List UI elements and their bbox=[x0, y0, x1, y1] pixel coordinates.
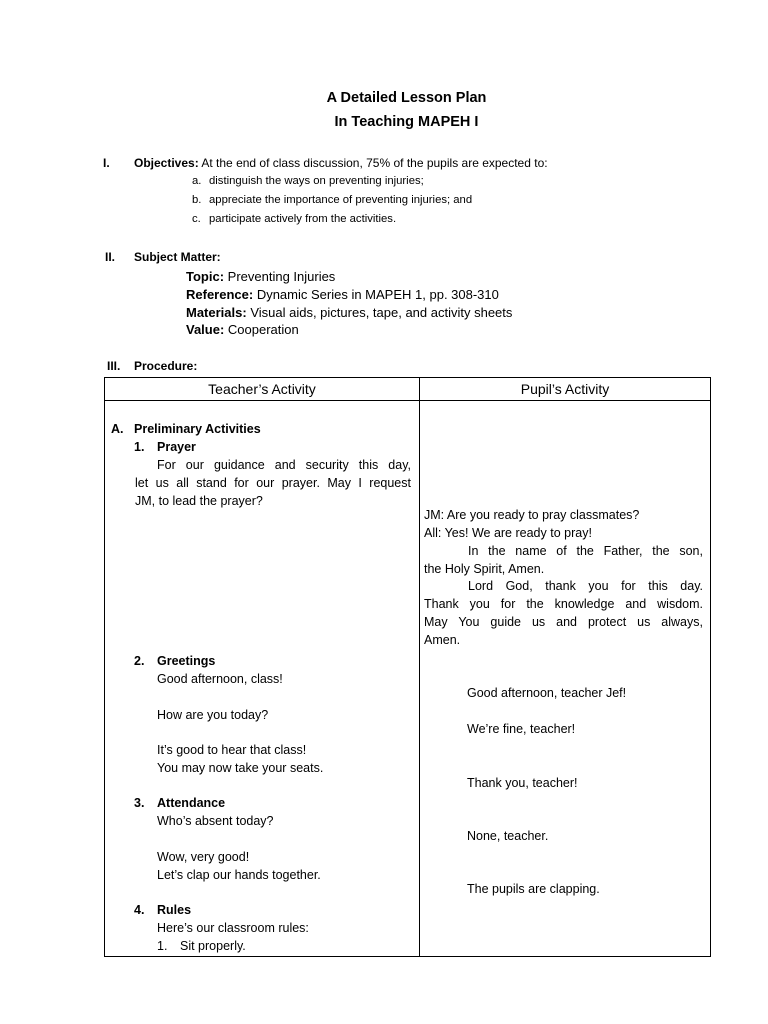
column-header-teacher: Teacher’s Activity bbox=[105, 378, 420, 401]
page-title: A Detailed Lesson Plan bbox=[326, 90, 487, 106]
prayer-pupil-line: Lord God, thank you for this day. bbox=[468, 579, 703, 593]
attendance-teacher-line: Wow, very good! bbox=[157, 850, 250, 864]
prayer-teacher-text: For our guidance and security this day, bbox=[157, 458, 411, 472]
subject-field-reference bbox=[186, 287, 499, 302]
attendance-pupil-line: The pupils are clapping. bbox=[467, 882, 600, 896]
item-number: 3. bbox=[134, 796, 145, 810]
objectives-label: Objectives: bbox=[134, 156, 199, 170]
item-title-rules: Rules bbox=[157, 903, 192, 917]
subject-field-topic bbox=[186, 269, 335, 284]
objective-letter: a. bbox=[192, 175, 202, 187]
field-value: Visual aids, pictures, tape, and activity sheets bbox=[246, 305, 513, 320]
field-label: Topic: bbox=[186, 269, 225, 284]
greetings-teacher-line: Good afternoon, class! bbox=[157, 672, 283, 686]
prayer-pupil-line: In the name of the Father, the son, bbox=[468, 544, 703, 558]
prayer-pupil-line: All: Yes! We are ready to pray! bbox=[424, 526, 592, 540]
table-body-row bbox=[105, 401, 711, 957]
section-numeral-procedure: III. bbox=[107, 359, 121, 373]
prayer-teacher-line: let us all stand for our prayer. May I request bbox=[135, 476, 411, 490]
objective-letter: c. bbox=[192, 213, 201, 225]
rule-text: Sit properly. bbox=[180, 939, 246, 953]
objective-letter: b. bbox=[192, 194, 202, 206]
greetings-pupil-line: Good afternoon, teacher Jef! bbox=[467, 686, 627, 700]
item-title-attendance: Attendance bbox=[157, 796, 226, 810]
greetings-pupil-line: We’re fine, teacher! bbox=[467, 722, 576, 736]
prayer-teacher-line bbox=[157, 458, 411, 472]
section-a-title: Preliminary Activities bbox=[134, 422, 261, 436]
page-subtitle: In Teaching MAPEH I bbox=[334, 114, 479, 130]
section-numeral-subject: II. bbox=[105, 250, 116, 264]
prayer-teacher-line: JM, to lead the prayer? bbox=[135, 494, 263, 508]
objectives-intro: At the end of class discussion, 75% of the pupils are expected to: bbox=[198, 156, 548, 170]
greetings-teacher-line: How are you today? bbox=[157, 708, 269, 722]
table-header-row bbox=[105, 378, 711, 401]
rules-teacher-line: Here’s our classroom rules: bbox=[157, 921, 309, 935]
objective-text: appreciate the importance of preventing injuries; and bbox=[209, 194, 473, 206]
field-label: Value: bbox=[186, 322, 225, 337]
objective-text: participate actively from the activities. bbox=[209, 213, 397, 225]
pupil-activity-cell bbox=[420, 401, 711, 957]
item-number: 1. bbox=[134, 440, 145, 454]
rule-number: 1. bbox=[157, 939, 168, 953]
item-title-greetings: Greetings bbox=[157, 654, 216, 668]
item-title-prayer: Prayer bbox=[157, 440, 196, 454]
field-value: Dynamic Series in MAPEH 1, pp. 308-310 bbox=[253, 287, 499, 302]
section-numeral-objectives: I. bbox=[103, 156, 110, 170]
attendance-pupil-line: None, teacher. bbox=[467, 829, 549, 843]
field-label: Reference: bbox=[186, 287, 254, 302]
subject-matter-heading: Subject Matter: bbox=[134, 250, 221, 264]
subject-field-value bbox=[186, 322, 299, 337]
teacher-activity-cell bbox=[105, 401, 420, 957]
attendance-teacher-line: Who’s absent today? bbox=[157, 814, 274, 828]
prayer-pupil-line: Thank you for the knowledge and wisdom. bbox=[424, 597, 703, 611]
prayer-pupil-line: the Holy Spirit, Amen. bbox=[424, 562, 545, 576]
column-header-pupil: Pupil’s Activity bbox=[420, 378, 711, 401]
objectives-heading bbox=[134, 156, 548, 170]
procedure-heading: Procedure: bbox=[134, 359, 198, 373]
attendance-teacher-line: Let’s clap our hands together. bbox=[157, 868, 321, 882]
subject-field-materials bbox=[186, 305, 512, 320]
greetings-pupil-line: Thank you, teacher! bbox=[467, 776, 578, 790]
item-number: 4. bbox=[134, 903, 145, 917]
prayer-pupil-line: May You guide us and protect us always, bbox=[424, 615, 703, 629]
section-a-letter: A. bbox=[111, 422, 124, 436]
objective-text: distinguish the ways on preventing injuries; bbox=[209, 175, 424, 187]
procedure-table bbox=[104, 377, 711, 957]
greetings-teacher-line: It’s good to hear that class! bbox=[157, 743, 307, 757]
prayer-pupil-line: JM: Are you ready to pray classmates? bbox=[424, 508, 640, 522]
field-label: Materials: bbox=[186, 305, 247, 320]
item-number: 2. bbox=[134, 654, 145, 668]
field-value: Cooperation bbox=[224, 322, 299, 337]
prayer-pupil-line: Amen. bbox=[424, 633, 461, 647]
greetings-teacher-line: You may now take your seats. bbox=[157, 761, 324, 775]
field-value: Preventing Injuries bbox=[224, 269, 336, 284]
